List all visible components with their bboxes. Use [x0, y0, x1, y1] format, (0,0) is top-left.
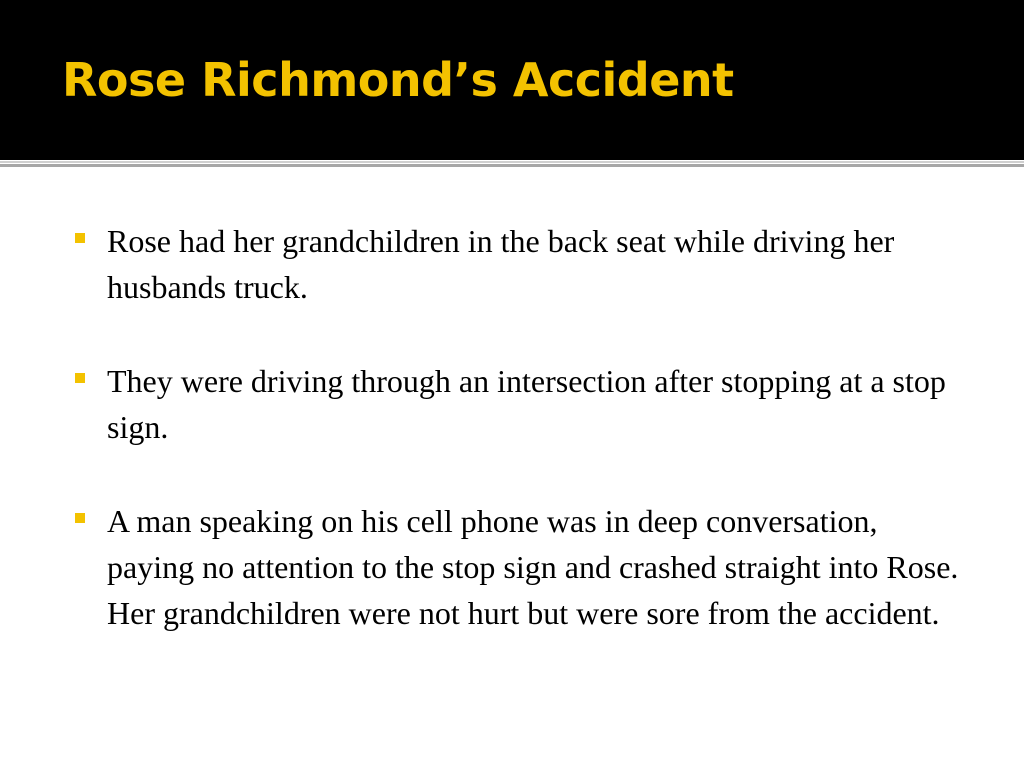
bullet-item — [70, 498, 970, 636]
divider-thick — [0, 164, 1024, 167]
bullet-text: They were driving through an intersection after stopping at a stop sign. — [107, 363, 946, 445]
bullet-text: A man speaking on his cell phone was in deep conversation, paying no attention to the stop sign and crashed straight into Rose. Her grandchildren were not hurt but were sore from the accident. — [107, 503, 959, 631]
slide-title: Rose Richmond’s Accident — [62, 53, 734, 107]
bullet-list — [70, 218, 970, 684]
title-bar — [0, 0, 1024, 160]
bullet-text: Rose had her grandchildren in the back seat while driving her husbands truck. — [107, 223, 895, 305]
square-bullet-icon — [75, 233, 85, 243]
square-bullet-icon — [75, 513, 85, 523]
bullet-item — [70, 218, 970, 310]
bullet-item — [70, 358, 970, 450]
divider-thin — [0, 161, 1024, 163]
square-bullet-icon — [75, 373, 85, 383]
